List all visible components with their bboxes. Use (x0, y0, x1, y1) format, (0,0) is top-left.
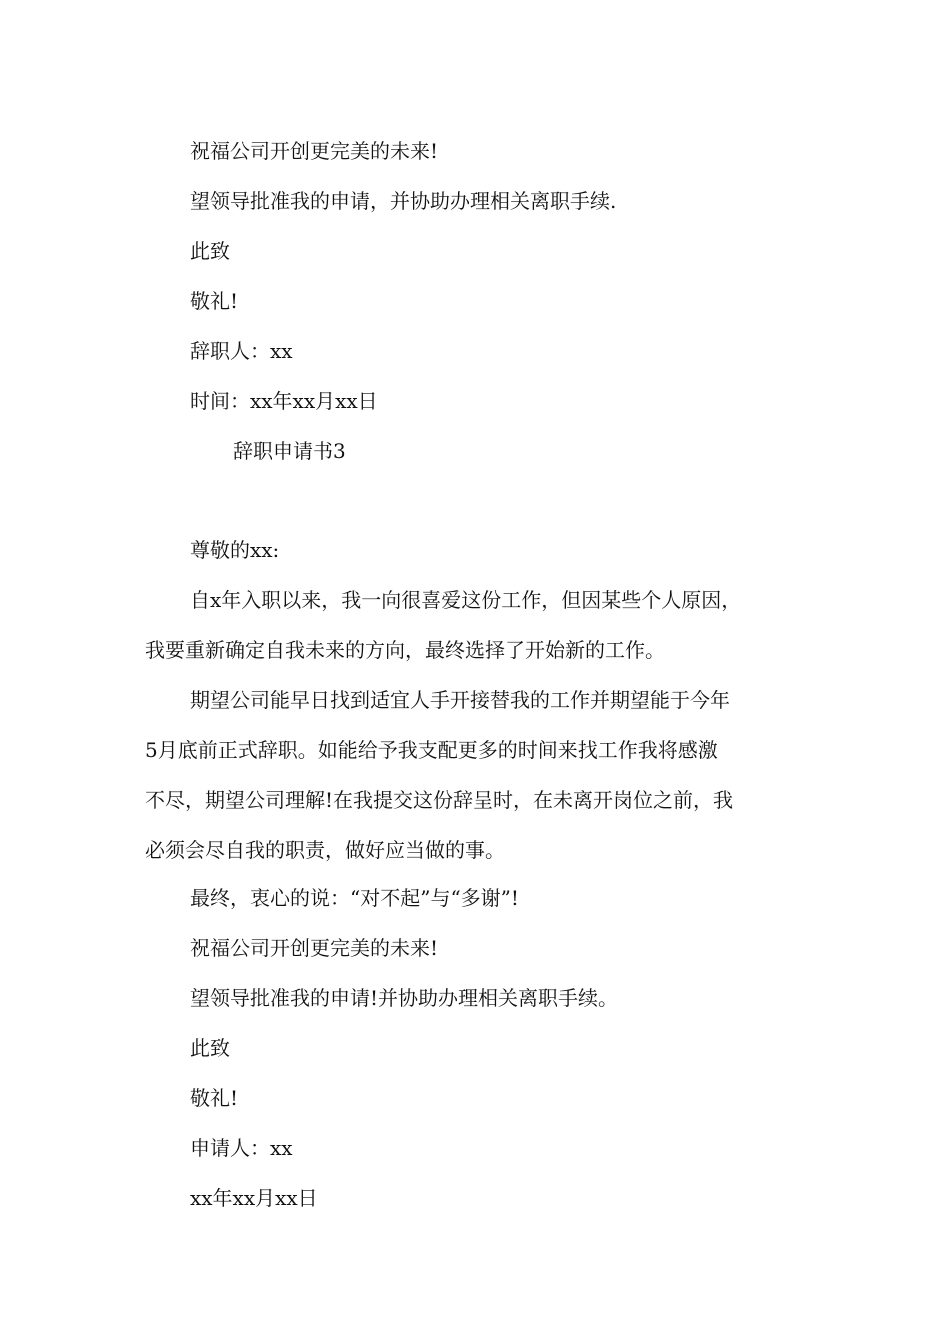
date-line: 时间：xx年xx月xx日 (190, 389, 378, 413)
paragraph-3: 最终，衷心的说：“对不起”与“多谢”! (190, 886, 519, 910)
closing-jingli: 敬礼! (190, 289, 239, 313)
section-title: 辞职申请书3 (233, 439, 346, 463)
signer-line: 辞职人：xx (190, 339, 293, 363)
salutation: 尊敬的xx: (190, 538, 280, 562)
paragraph-2-line-4: 必须会尽自我的职责，做好应当做的事。 (145, 838, 505, 862)
closing-jingli-2: 敬礼! (190, 1086, 239, 1110)
paragraph-1-line-2: 我要重新确定自我未来的方向，最终选择了开始新的工作。 (145, 638, 665, 662)
applicant-line: 申请人：xx (190, 1136, 293, 1160)
date-line-2: xx年xx月xx日 (190, 1186, 318, 1210)
wish-line: 祝福公司开创更完美的未来! (190, 139, 439, 163)
paragraph-2-line-2: 5月底前正式辞职。如能给予我支配更多的时间来找工作我将感激 (145, 738, 718, 762)
request-line: 望领导批准我的申请，并协助办理相关离职手续. (190, 189, 617, 213)
closing-cizhi: 此致 (190, 239, 230, 263)
wish-line-2: 祝福公司开创更完美的未来! (190, 936, 439, 960)
closing-cizhi-2: 此致 (190, 1036, 230, 1060)
paragraph-1-line-1: 自x年入职以来，我一向很喜爱这份工作，但因某些个人原因， (190, 588, 742, 612)
request-line-2: 望领导批准我的申请!并协助办理相关离职手续。 (190, 986, 619, 1010)
paragraph-2-line-1: 期望公司能早日找到适宜人手开接替我的工作并期望能于今年 (190, 688, 730, 712)
paragraph-2-line-3: 不尽，期望公司理解!在我提交这份辞呈时，在未离开岗位之前，我 (145, 788, 734, 812)
